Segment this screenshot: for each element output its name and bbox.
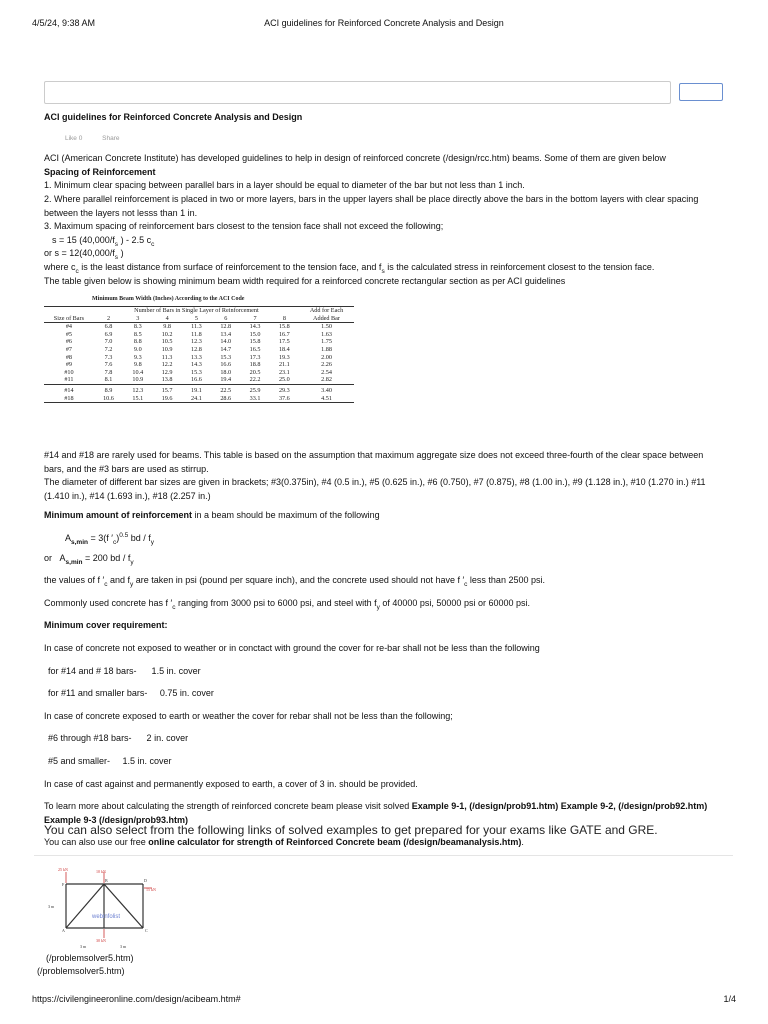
article-body-2 (44, 449, 724, 850)
table-count-header: 4 (152, 315, 181, 323)
table-cell: 15.8 (278, 323, 290, 331)
table-cell: 1.75 (321, 338, 332, 346)
table-caption: Minimum Beam Width (Inches) According to the ACI Code (92, 296, 245, 302)
social-bar (65, 132, 724, 146)
table-intro: The table given below is showing minimum beam width required for a reinforced concrete rectangular section as per ACI guidelines (44, 275, 566, 286)
dimension-label: 3 m (48, 904, 55, 909)
table-row (44, 384, 354, 394)
table-cell: 12.3 (191, 338, 202, 346)
table-cell: 1.50 (321, 323, 332, 331)
cover-item: for #11 and smaller bars- 0.75 in. cover (48, 688, 214, 699)
print-datetime: 4/5/24, 9:38 AM (32, 18, 96, 28)
search-button[interactable] (679, 83, 723, 101)
table-count-header: 8 (270, 315, 299, 323)
table-cell: 10.6 (94, 395, 123, 403)
table-row (44, 354, 354, 362)
cover-item: for #14 and # 18 bars- 1.5 in. cover (48, 665, 201, 676)
table-cell: 25.0 (270, 376, 299, 384)
table-cell: 7.2 (104, 345, 113, 353)
table-cell: 17.3 (249, 353, 261, 361)
table-cell: 16.7 (278, 330, 290, 338)
table-cell: 18.8 (249, 361, 261, 369)
table-cell: 6.9 (104, 330, 113, 338)
learn-more: To learn more about calculating the strength of reinforced concrete beam please visit solved Example 9-1, (/design/prob91.htm) Example 9-2, (/design/prob92.htm) Example 9-3 (/design/prob93.htm) (44, 801, 708, 825)
table-cell: 4.51 (299, 395, 354, 403)
table-cell: 2.00 (321, 353, 332, 361)
table-cell: 11.3 (191, 323, 202, 331)
print-title: ACI guidelines for Reinforced Concrete Analysis and Design (264, 18, 504, 28)
table-cell: 1.63 (321, 330, 332, 338)
article-body (44, 111, 724, 288)
examples-intro: You can also select from the following links of solved examples to get prepared for your exams like GATE and GRE. (44, 823, 658, 837)
spacing-heading: Spacing of Reinforcement (44, 166, 156, 177)
spacing-item-2: 2. Where parallel reinforcement is placed in two or more layers, bars in the upper layers shall be place directly above the bars in the bottom layers with clear spacing between the layers not lesss than 1 in. (44, 193, 699, 218)
load-label: 15 kN (146, 887, 156, 892)
table-cell: 11.3 (161, 353, 173, 361)
dimension-label: 3 m (120, 944, 127, 949)
table-cell: 24.1 (182, 395, 211, 403)
table-cell: 19.1 (191, 386, 202, 394)
table-cell: #18 (44, 395, 94, 403)
problem-link[interactable]: (/problemsolver5.htm) (37, 966, 125, 976)
table-cell: 2.82 (299, 376, 354, 384)
table-cell: 9.8 (133, 361, 142, 369)
equation-as-min-2: or $A_{s,min} = 200$ bd / $f_y$ (44, 552, 134, 566)
table-cell: 10.5 (161, 338, 173, 346)
table-cell: 19.3 (278, 353, 290, 361)
table-cell: #8 (65, 353, 72, 361)
table-cell: 13.8 (152, 376, 181, 384)
table-cell: 11.8 (191, 330, 202, 338)
truss-diagram-thumbnail[interactable] (36, 866, 156, 950)
cover-item: #5 and smaller- 1.5 in. cover (48, 755, 172, 766)
search-input[interactable] (44, 81, 671, 104)
table-cell: 9.8 (163, 323, 171, 331)
problem-link[interactable]: (/problemsolver5.htm) (46, 953, 134, 963)
table-cell: 19.4 (211, 376, 240, 384)
table-cell: 15.0 (249, 330, 261, 338)
table-cell: 18.4 (278, 345, 290, 353)
svg-text:C: C (145, 928, 148, 933)
table-cell: 7.3 (104, 353, 113, 361)
svg-text:B: B (105, 878, 108, 883)
table-cell: 8.8 (133, 338, 142, 346)
like-button[interactable]: Like 0 (65, 134, 83, 142)
table-cell: 14.7 (220, 345, 232, 353)
table-cell: #9 (65, 361, 72, 369)
table-cell: 10.9 (123, 376, 152, 384)
table-cell: 14.0 (220, 338, 232, 346)
table-cell: 17.5 (278, 338, 290, 346)
table-add-header: Add for Each (299, 307, 354, 315)
divider (34, 855, 733, 856)
table-cell: 8.5 (133, 330, 142, 338)
table-cell: 15.3 (220, 353, 232, 361)
table-cell: 10.2 (161, 330, 173, 338)
values-note: the values of f $'_c$ and $f_y$ are taken in psi (pound per square inch), and the concrete used should not have f $'_c$ less than 2500 psi. (44, 575, 545, 588)
spacing-item-3: 3. Maximum spacing of reinforcement bars closest to the tension face shall not exceed the following; (44, 221, 444, 232)
cover-intro-1: In case of concrete not exposed to weather or in conctact with ground the cover for re-bar shall not be less than the following (44, 642, 540, 653)
table-count-header: 5 (182, 315, 211, 323)
svg-text:D: D (144, 878, 147, 883)
table-cell: 13.4 (220, 330, 232, 338)
table-cell: 1.88 (321, 345, 332, 353)
cover-intro-2: In case of concrete exposed to earth or weather the cover for rebar shall not be less than the following; (44, 710, 453, 721)
table-cell: 8.9 (104, 386, 113, 394)
table-count-header: 2 (94, 315, 123, 323)
svg-text:F: F (62, 882, 65, 887)
table-cell: 16.5 (249, 345, 261, 353)
table-row (44, 346, 354, 354)
table-cell: #6 (65, 338, 72, 346)
table-count-header: 7 (240, 315, 269, 323)
table-cell: 2.26 (321, 361, 332, 369)
table-cell: 15.1 (123, 395, 152, 403)
table-cell: 12.9 (161, 368, 173, 376)
min-reinforcement: Minimum amount of reinforcement in a beam should be maximum of the following (44, 510, 380, 521)
table-row (44, 395, 354, 403)
table-cell: #10 (64, 368, 74, 376)
table-cell: 12.8 (191, 345, 202, 353)
table-cell: #5 (65, 330, 72, 338)
equation-spacing-1: s = 15 ($40,000/f_s$ ) - 2.5 $c_c$ (52, 234, 155, 248)
table-cell: 15.8 (249, 338, 261, 346)
table-cell: 21.1 (278, 361, 290, 369)
table-cell: 14.3 (249, 323, 261, 331)
equation-as-min-1: $A_{s,min} = 3(f$ $'_c)^{0.5}$ bd / $f_y$ (65, 531, 155, 546)
table-cell: 12.8 (220, 323, 232, 331)
table-add-header-2: Added Bar (299, 315, 354, 323)
table-cell: 13.3 (191, 353, 202, 361)
table-cell: 22.5 (220, 386, 232, 394)
calculator-note: You can also use our free online calculator for strength of Reinforced Concrete beam (/design/beamanalysis.htm). (44, 837, 524, 848)
dimension-label: 3 m (80, 944, 87, 949)
table-cell: 6.8 (104, 323, 113, 331)
spacing-item-1: 1. Minimum clear spacing between parallel bars in a layer should be equal to diameter of the bar but not less than 1 inch. (44, 180, 525, 191)
table-cell: 2.54 (321, 368, 332, 376)
print-header (32, 18, 736, 32)
table-cell: 12.2 (161, 361, 173, 369)
table-group-header: Number of Bars in Single Layer of Reinforcement (94, 307, 299, 315)
table-row (44, 331, 354, 339)
table-cell: 3.40 (321, 386, 332, 394)
bar-sizes-note: The diameter of different bar sizes are given in brackets; #3(0.375in), #4 (0.5 in.), #5 (0.625 in.), #6 (0.750), #7 (0.875), #8 (1.00 in.), #9 (1.128 in.), #10 (1.270 in.) #11 (1.410 in.), #14 (1.693 in.), #18 (2.257 in.) (44, 477, 706, 501)
table-cell: 7.6 (104, 361, 113, 369)
load-label: 30 kN (96, 938, 106, 943)
load-label: 10 kN (96, 869, 106, 874)
svg-text:A: A (62, 928, 65, 933)
table-count-header: 6 (211, 315, 240, 323)
table-cell: 15.7 (161, 386, 173, 394)
table-cell: 25.9 (249, 386, 261, 394)
table-row (44, 376, 354, 384)
table-cell: 29.3 (278, 386, 290, 394)
page-title: ACI guidelines for Reinforced Concrete Analysis and Design (44, 112, 303, 122)
load-label: 25 kN (58, 867, 68, 872)
table-cell: 9.0 (133, 345, 142, 353)
table-cell: #4 (65, 323, 72, 331)
table-row (44, 323, 354, 331)
intro-paragraph: ACI (American Concrete Institute) has developed guidelines to help in design of reinforced concrete (/design/rcc.htm) beams. Some of them are given below (44, 153, 666, 164)
beam-width-table (44, 292, 354, 446)
table-cell: 28.6 (211, 395, 240, 403)
table-cell: 9.3 (133, 353, 142, 361)
footer-page: 1/4 (723, 994, 736, 1004)
cover-cast-note: In case of cast against and permanently exposed to earth, a cover of 3 in. should be provided. (44, 778, 418, 789)
table-cell: 22.2 (240, 376, 269, 384)
table-cell: 12.3 (132, 386, 144, 394)
table-cell: 8.3 (133, 323, 142, 331)
cover-heading: Minimum cover requirement: (44, 620, 168, 631)
table-size-header: Size of Bars (44, 315, 94, 323)
table-cell: 10.4 (132, 368, 144, 376)
table-cell: 18.0 (220, 368, 232, 376)
table-cell: #11 (44, 376, 94, 384)
footer-url: https://civilengineeronline.com/design/acibeam.htm# (32, 994, 241, 1004)
where-note: where $c_c$ is the least distance from surface of reinforcement to the tension face, and $f_s$ is the calculated stress in reinforcement closest to the tension face. (44, 261, 655, 275)
table-cell: #14 (64, 386, 74, 394)
table-cell: 23.1 (278, 368, 290, 376)
equation-spacing-2: or $s = 12(40,000/f_s$ ) (44, 248, 124, 262)
table-row (44, 338, 354, 346)
table-cell: #7 (65, 345, 72, 353)
table-cell: 37.6 (270, 395, 299, 403)
table-cell: 7.8 (104, 368, 113, 376)
table-cell: 19.6 (152, 395, 181, 403)
table-cell: 10.9 (161, 345, 173, 353)
table-cell: 7.0 (104, 338, 113, 346)
example-links[interactable]: Example 9-1, (/design/prob91.htm) Example 9-2, (/design/prob92.htm) Example 9-3 (/design/prob93.htm) (44, 801, 708, 825)
calculator-link[interactable]: online calculator for strength of Reinforced Concrete beam (/design/beamanalysis.htm) (148, 837, 522, 848)
cover-item: #6 through #18 bars- 2 in. cover (48, 733, 189, 744)
after-table-note: #14 and #18 are rarely used for beams. This table is based on the assumption that maximum aggregate size does not exceed three-fourth of the clear space between bars, and the #3 bars are used as stirrup. (44, 450, 704, 474)
common-note: Commonly used concrete has f $'_c$ ranging from 3000 psi to 6000 psi, and steel with $f_y$ of 40000 psi, 50000 psi or 60000 psi. (44, 597, 530, 611)
table-cell: 8.1 (94, 376, 123, 384)
table-cell: 20.5 (249, 368, 261, 376)
watermark: webinfolist (92, 914, 121, 920)
table-cell: 16.6 (220, 361, 232, 369)
table-count-header: 3 (123, 315, 152, 323)
table-row (44, 369, 354, 377)
table-cell: 16.6 (182, 376, 211, 384)
table-cell: 15.3 (191, 368, 202, 376)
share-button[interactable]: Share (102, 134, 120, 142)
table-cell: 14.3 (191, 361, 202, 369)
table-cell: 33.1 (240, 395, 269, 403)
table-row (44, 361, 354, 369)
